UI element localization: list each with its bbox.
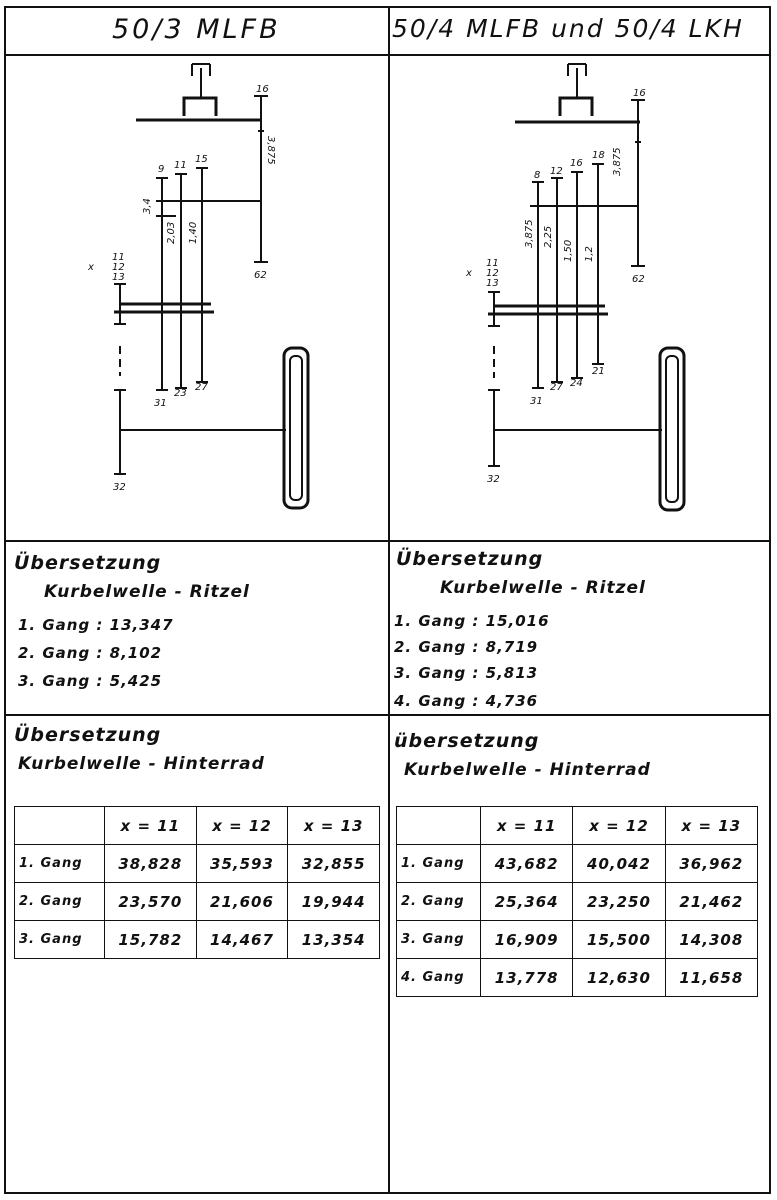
table-cell: 13,354 <box>288 921 380 959</box>
row-label: 1. Gang <box>397 845 481 883</box>
right-ratio2-subtitle: Kurbelwelle - Hinterrad <box>404 760 651 780</box>
left-upper-gear-3: 15 <box>195 154 208 165</box>
right-sprocket-x: x <box>466 268 472 279</box>
table-cell: 19,944 <box>288 883 380 921</box>
right-upper-gear-3: 16 <box>570 158 583 169</box>
left-ratio1-gear-1: 1. Gang : 13,347 <box>18 616 174 634</box>
right-ratio1-subtitle: Kurbelwelle - Ritzel <box>440 578 646 598</box>
table-row <box>15 883 380 921</box>
column-header: x = 13 <box>288 807 380 845</box>
row-label: 3. Gang <box>397 921 481 959</box>
left-upper-gear-2: 11 <box>174 160 187 171</box>
left-top-shaft-label: 16 <box>256 84 269 95</box>
table-cell: 14,308 <box>665 921 757 959</box>
right-ratio1-title: Übersetzung <box>396 548 544 570</box>
column-header: x = 13 <box>665 807 757 845</box>
right-ratio1-gear-1: 1. Gang : 15,016 <box>394 612 550 630</box>
row-label: 3. Gang <box>15 921 105 959</box>
right-top-shaft-label: 16 <box>633 88 646 99</box>
left-upper-dim-2: 2,03 <box>166 221 177 244</box>
right-lower-gear-3: 24 <box>570 378 583 389</box>
table-cell: 11,658 <box>665 959 757 997</box>
table-row <box>397 959 758 997</box>
left-wheel-sprocket: 32 <box>113 482 126 493</box>
table-cell: 12,630 <box>573 959 665 997</box>
table-cell: 21,606 <box>196 883 288 921</box>
left-gear-diagram <box>6 56 386 538</box>
left-upper-dim-1: 3,4 <box>142 198 153 214</box>
right-crank-gear-label: 62 <box>632 274 645 285</box>
diagram-row-divider <box>4 540 771 542</box>
table-header-row <box>397 807 758 845</box>
right-ratio1-gear-3: 3. Gang : 5,813 <box>394 664 539 682</box>
table-row <box>397 845 758 883</box>
table-cell: 38,828 <box>105 845 197 883</box>
table-cell: 23,250 <box>573 883 665 921</box>
right-lower-gear-1: 31 <box>530 396 543 407</box>
row-label: 4. Gang <box>397 959 481 997</box>
left-lower-gear-2: 23 <box>174 388 187 399</box>
table-cell: 23,570 <box>105 883 197 921</box>
right-sprocket-12: 12 <box>486 268 499 279</box>
table-cell: 36,962 <box>665 845 757 883</box>
table-cell: 15,500 <box>573 921 665 959</box>
table-row <box>397 921 758 959</box>
right-ratio-table <box>396 806 758 997</box>
left-ratio2-title: Übersetzung <box>14 724 162 746</box>
right-upper-gear-4: 18 <box>592 150 605 161</box>
left-lower-gear-1: 31 <box>154 398 167 409</box>
left-ratio1-title: Übersetzung <box>14 552 162 574</box>
right-upper-dim-1: 3,875 <box>524 219 535 248</box>
row-label: 1. Gang <box>15 845 105 883</box>
table-corner <box>15 807 105 845</box>
right-ratio1-gear-4: 4. Gang : 4,736 <box>394 692 539 710</box>
left-sprocket-13: 13 <box>112 272 125 283</box>
left-ratio-table <box>14 806 380 959</box>
table-row <box>15 921 380 959</box>
table-cell: 35,593 <box>196 845 288 883</box>
column-header: x = 11 <box>105 807 197 845</box>
left-crank-gear-label: 62 <box>254 270 267 281</box>
table-row <box>15 845 380 883</box>
table-corner <box>397 807 481 845</box>
left-ratio1-gear-3: 3. Gang : 5,425 <box>18 672 163 690</box>
table-row <box>397 883 758 921</box>
table-header-row <box>15 807 380 845</box>
right-upper-gear-2: 12 <box>550 166 563 177</box>
left-upper-dim-3: 1,40 <box>188 221 199 244</box>
right-gear-diagram <box>390 56 770 538</box>
right-lower-gear-4: 21 <box>592 366 605 377</box>
left-model-title: 50/3 MLFB <box>112 14 281 45</box>
table-cell: 40,042 <box>573 845 665 883</box>
left-ratio2-subtitle: Kurbelwelle - Hinterrad <box>18 754 265 774</box>
table-cell: 14,467 <box>196 921 288 959</box>
table-cell: 32,855 <box>288 845 380 883</box>
left-top-shaft-dim: 3,875 <box>265 136 276 165</box>
table-cell: 16,909 <box>481 921 573 959</box>
ratio-row-divider <box>4 714 771 716</box>
table-cell: 25,364 <box>481 883 573 921</box>
left-upper-gear-1: 9 <box>158 164 165 175</box>
row-label: 2. Gang <box>15 883 105 921</box>
left-sprocket-11: 11 <box>112 252 125 263</box>
right-upper-dim-4: 1,2 <box>584 246 595 262</box>
left-lower-gear-3: 27 <box>195 382 208 393</box>
right-lower-gear-2: 27 <box>550 382 563 393</box>
table-cell: 13,778 <box>481 959 573 997</box>
column-header: x = 12 <box>573 807 665 845</box>
left-sprocket-x: x <box>88 262 94 273</box>
left-sprocket-12: 12 <box>112 262 125 273</box>
right-wheel-sprocket: 32 <box>487 474 500 485</box>
left-ratio1-gear-2: 2. Gang : 8,102 <box>18 644 163 662</box>
right-upper-dim-3: 1,50 <box>563 239 574 262</box>
left-ratio1-subtitle: Kurbelwelle - Ritzel <box>44 582 250 602</box>
column-header: x = 12 <box>196 807 288 845</box>
right-model-title: 50/4 MLFB und 50/4 LKH <box>392 14 744 43</box>
table-cell: 21,462 <box>665 883 757 921</box>
right-top-shaft-dim: 3,875 <box>612 147 623 176</box>
row-label: 2. Gang <box>397 883 481 921</box>
right-upper-dim-2: 2,25 <box>543 225 554 248</box>
right-ratio1-gear-2: 2. Gang : 8,719 <box>394 638 539 656</box>
table-cell: 15,782 <box>105 921 197 959</box>
right-sprocket-13: 13 <box>486 278 499 289</box>
right-upper-gear-1: 8 <box>534 170 541 181</box>
right-ratio2-title: übersetzung <box>394 730 540 752</box>
table-cell: 43,682 <box>481 845 573 883</box>
right-sprocket-11: 11 <box>486 258 499 269</box>
column-header: x = 11 <box>481 807 573 845</box>
